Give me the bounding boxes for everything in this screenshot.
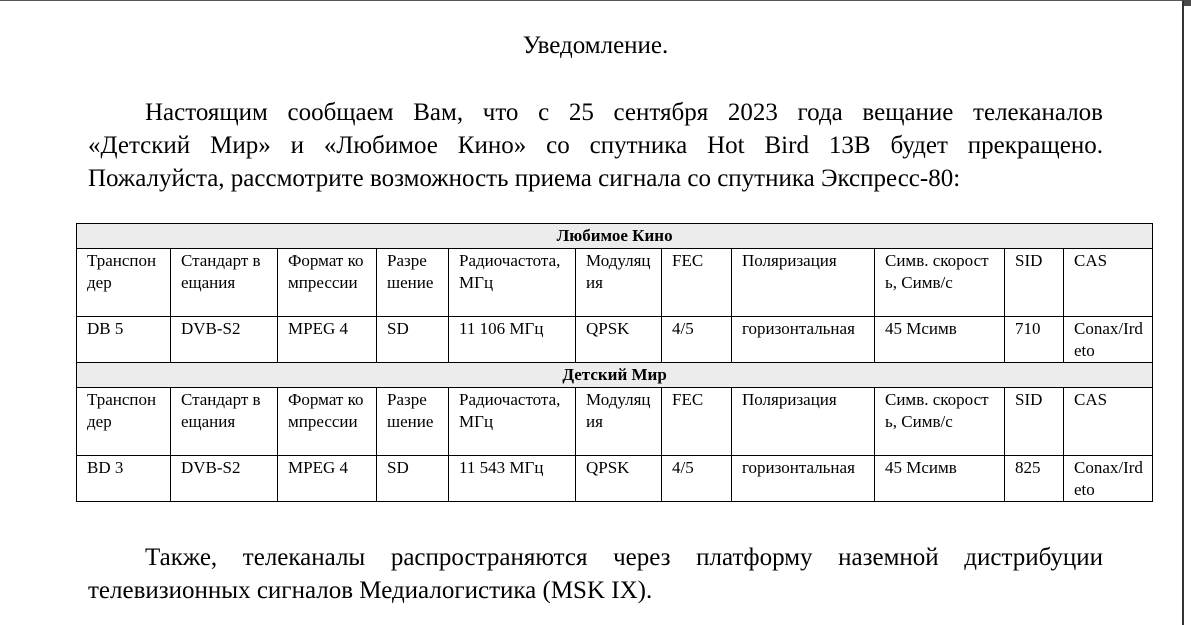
satellite-parameters-table	[76, 223, 1153, 502]
channel-name: Любимое Кино	[77, 224, 1153, 249]
column-header: Симв. скорость, Симв/с	[875, 388, 1005, 456]
document-title: Уведомление.	[522, 32, 669, 59]
column-header: Модуляция	[576, 388, 662, 456]
column-header: Радиочастота, МГц	[449, 388, 576, 456]
table-cell: QPSK	[576, 317, 662, 363]
table-cell: Conax/Irdeto	[1064, 317, 1153, 363]
column-header: Разрешение	[377, 388, 449, 456]
column-header: Радиочастота, МГц	[449, 249, 576, 317]
column-header: CAS	[1064, 249, 1153, 317]
column-header: Модуляция	[576, 249, 662, 317]
table-header-row	[77, 388, 1153, 456]
table-cell: DVB-S2	[171, 317, 278, 363]
table-cell: MPEG 4	[278, 317, 377, 363]
outro-line: Также, телеканалы распространяются через платформу наземной дистрибуции	[145, 544, 1103, 571]
column-header: FEC	[662, 388, 732, 456]
table-cell: MPEG 4	[278, 456, 377, 502]
table-row	[77, 456, 1153, 502]
table-header-row	[77, 249, 1153, 317]
table-row	[77, 317, 1153, 363]
channel-group-row	[77, 363, 1153, 388]
intro-paragraph	[88, 96, 1103, 195]
table-cell: 45 Мсимв	[875, 456, 1005, 502]
outro-paragraph	[88, 541, 1103, 607]
intro-line: Настоящим сообщаем Вам, что с 25 сентября 2023 года вещание телеканалов	[145, 99, 1103, 126]
outro-line: телевизионных сигналов Медиалогистика (MSK IX).	[88, 577, 653, 604]
column-header: Формат компрессии	[278, 388, 377, 456]
table-cell: DB 5	[77, 317, 171, 363]
column-header: Транспондер	[77, 388, 171, 456]
column-header: Поляризация	[732, 388, 875, 456]
table-cell: 710	[1005, 317, 1064, 363]
column-header: Стандарт вещания	[171, 388, 278, 456]
table-cell: 4/5	[662, 317, 732, 363]
table-cell: 825	[1005, 456, 1064, 502]
table-cell: DVB-S2	[171, 456, 278, 502]
table-cell: Conax/Irdeto	[1064, 456, 1153, 502]
table-cell: QPSK	[576, 456, 662, 502]
table-cell: BD 3	[77, 456, 171, 502]
column-header: Стандарт вещания	[171, 249, 278, 317]
intro-line: Пожалуйста, рассмотрите возможность приема сигнала со спутника Экспресс-80:	[88, 165, 961, 192]
intro-line: «Детский Мир» и «Любимое Кино» со спутника Hot Bird 13B будет прекращено.	[88, 132, 1103, 159]
column-header: Формат компрессии	[278, 249, 377, 317]
column-header: Транспондер	[77, 249, 171, 317]
column-header: FEC	[662, 249, 732, 317]
page-corner	[1184, 0, 1191, 6]
table-cell: 45 Мсимв	[875, 317, 1005, 363]
table-cell: SD	[377, 317, 449, 363]
table-cell: 11 543 МГц	[449, 456, 576, 502]
column-header: Разрешение	[377, 249, 449, 317]
table-cell: горизонтальная	[732, 317, 875, 363]
channel-group-row	[77, 224, 1153, 249]
table-cell: SD	[377, 456, 449, 502]
column-header: Поляризация	[732, 249, 875, 317]
column-header: CAS	[1064, 388, 1153, 456]
column-header: Симв. скорость, Симв/с	[875, 249, 1005, 317]
table-cell: 11 106 МГц	[449, 317, 576, 363]
table-cell: горизонтальная	[732, 456, 875, 502]
column-header: SID	[1005, 388, 1064, 456]
column-header: SID	[1005, 249, 1064, 317]
table-cell: 4/5	[662, 456, 732, 502]
channel-name: Детский Мир	[77, 363, 1153, 388]
